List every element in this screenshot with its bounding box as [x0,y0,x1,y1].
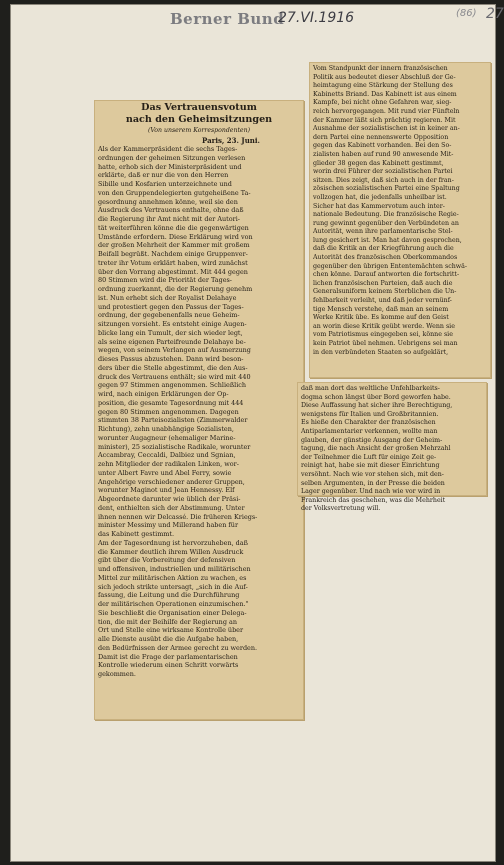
text-line: Kampfe, bei nicht ohne Gefahren war, sieg- [313,99,452,107]
article-body-left [98,145,300,679]
handwritten-page-number: 27 [486,6,504,22]
text-line: Ort und Stelle eine wirksame Kontrolle über [98,626,244,635]
text-line: sitzen. Dies zeigt, daß sich auch in der fran- [313,176,454,184]
text-line: die Regierung ihr Amt nicht mit der Autori- [98,215,240,223]
text-line: an worin diese Kritik geübt werde. Wenn sie [313,322,455,330]
text-line: glieder 38 gegen das Kabinett gestimmt, [313,159,444,167]
text-line: wenigstens für Italien und Großbritannien. [301,410,439,418]
text-line: 80 Stimmen wird die Priorität der Tages- [98,276,232,285]
text-line: der großen Mehrheit der Kammer mit großem [98,241,250,250]
text-line: Ausnahme der sozialistischen ist in keiner an- [313,125,460,133]
text-line: und protestiert gegen den Passus der Tages- [98,302,244,311]
text-line: ordnung, der gegebenenfalls neue Geheim- [98,311,240,320]
text-line: worunter Maginot und Jean Hennessy. Elf [98,486,235,495]
text-line: stimmten 38 Parteisozialisten (Zimmerwalder [98,416,248,425]
text-line: unter Albert Favre und Abel Ferry, sowie [98,468,232,477]
text-line: sich jedoch strikte untersagt, „sich in die Auf- [98,582,248,591]
text-line: Als der Kammerpräsident die sechs Tages- [98,145,238,153]
text-line: gegen das Kabinett vorhanden. Bei den So- [313,142,452,150]
text-line: ordnungen der geheimen Sitzungen verlesen [98,153,246,162]
text-line: ders über die Stelle abgestimmt, die den Aus- [98,363,248,372]
text-line: sitzungen vorsieht. Es entsteht einige Augen- [98,320,247,328]
text-line: Damit ist die Frage der parlamentarischen [98,652,238,661]
text-line: druck des Vertrauens enthält; sie wird mit 440 [98,372,251,381]
text-line: hatte, erhob sich der Ministerpräsident und [98,162,242,171]
text-line: Frankreich das geschehen, was die Mehrheit [301,496,446,504]
article-body-right-top [313,65,487,357]
text-line: zehn Mitglieder der radikalen Linken, wor- [98,460,239,468]
text-line: versöhnt. Nach wie vor stehen sich, mit den- [301,470,444,478]
text-line: zösischen sozialistischen Partei eine Spaltung [313,185,460,193]
text-line: tige Mensch verstehe, daß man an seinem [313,305,449,313]
text-line: reich hervorgegangen. Mit rund vier Fünfteln [313,107,460,115]
text-line: der militärischen Operationen einzumischen." [98,600,249,608]
text-line: ordnung zuerkannt, die der Regierung genehm [98,285,253,293]
text-line: gesordnung annehmen könne, weil sie den [98,197,238,206]
text-line: gegen 97 Stimmen angenommen. Schließlich [98,381,247,390]
text-line: Vom Standpunkt der innern französischen [313,65,448,72]
text-line: daß man dort das weltliche Unfehlbarkeits- [301,385,440,392]
text-line: Werke Kritik übe. Es komme auf den Geist [313,314,449,322]
article-byline: (Von unserem Korrespondenten) [147,127,250,134]
text-line: blicke lang ein Tumult, der sich wieder legt, [98,328,243,337]
text-line: Umstände erfordern. Diese Erklärung wird von [98,232,253,241]
text-line: ihnen nennen wir Delcassé. Die früheren Kriegs- [98,512,258,521]
text-line: den Bedürfnissen der Armee gerecht zu werden. [98,643,258,652]
text-line: erklärte, daß er nur die von den Herren [98,171,229,180]
article-headline [98,102,300,126]
handwritten-reference: (86) [456,8,477,19]
text-line: zialisten haben auf rund 90 anwesende Mit- [313,150,454,158]
article-clipping-right-bottom [297,382,487,513]
text-line: position, die gesamte Tagesordnung mit 444 [98,398,244,407]
text-line: Es hieße den Charakter der französischen [301,419,436,427]
text-line: der Volksvertretung will. [301,505,381,513]
text-line: heimtagung eine Stärkung der Stellung des [313,82,453,90]
text-line: Sibille und Kosfarien unterzeichnete und [98,180,232,188]
text-line: dieses Passus abzustehen. Dann wird beson- [98,355,244,363]
text-line: Accambray, Ceccaldi, Dalbiez und Sgnian, [98,451,236,460]
text-line: über den Vorrang abgestimmt. Mit 444 gegen [98,267,248,276]
text-line: nationale Bedeutung. Die französische Regie- [313,211,459,219]
text-line: gegenüber den übrigen Ententemächten schwä- [313,262,468,270]
text-line: von den Gruppendelegierten gutgeheißene Ta- [98,188,251,197]
text-line: dent, enthielten sich der Abstimmung. Unter [98,503,245,512]
text-line: worunter Augagneur (ehemaliger Marine- [98,433,236,442]
text-line: minister Messimy und Millerand haben für [98,521,239,530]
article-clipping-left [94,100,304,720]
newspaper-masthead: Berner Bund [170,10,285,28]
text-line: selben Argumenten, in der Presse die beiden [301,479,445,487]
text-line: lung gesichert ist. Man hat davon gesprochen, [313,236,462,244]
text-line: wegen, von seinem Verlangen auf Ausmerzung [98,346,251,355]
text-line: Sicher hat das Kammervotum auch inter- [313,202,445,210]
text-line: vom Patriotismus eingegeben sei, könne sie [313,331,453,339]
article-body-right-bottom [301,385,483,514]
text-line: Angehörige verschiedener anderer Gruppen, [98,477,245,486]
text-line: Generalsuniform keinem Sterblichen die Un- [313,288,457,296]
text-line: fehlbarkeit verleiht, und daß jeder vernünf- [313,297,452,305]
text-line: fassung, die Leitung und die Durchführung [98,591,240,600]
text-line: Beifall begrüßt. Nachdem einige Gruppenver- [98,250,248,258]
text-line: lichen französischen Parteien, daß auch die [313,279,453,287]
text-line: reinigt hat, habe sie mit dieser Einrichtung [301,462,440,470]
text-line: das Kabinett gestimmt. [98,530,175,538]
headline-line: nach den Geheimsitzungen [125,114,273,125]
text-line: gibt über die Vorbereitung der defensiven [98,556,236,565]
text-line: wird, nach einigen Erklärungen der Op- [98,390,229,398]
text-line: treter ihr Votum erklärt haben, wird zunächst [98,258,248,267]
text-line: minister), 25 sozialistische Radikale, worunter [98,442,251,451]
text-line: tagung, die nach Ansicht der großen Mehrzahl [301,445,451,453]
text-line: und offensiven, industriellen und militärischen [98,565,251,573]
text-line: die Kammer deutlich ihrem Willen Ausdruck [98,547,244,556]
text-line: chen könne. Darauf antworten die fortschritt- [313,271,460,279]
text-line: dern Partei eine nennenswerte Opposition [313,133,449,141]
text-line: Mittel zur militärischen Aktion zu wachen, es [98,573,247,582]
handwritten-date: 27.VI.1916 [278,10,355,26]
text-line: daß die Kritik an der Kriegführung auch die [313,245,454,253]
text-line: gekommen. [98,670,136,678]
text-line: tät weiterführen könne die die gegenwärtigen [98,223,249,232]
text-line: Kabinetts Briand. Das Kabinett ist aus einem [313,90,457,98]
text-line: alle Dienste ausübt die die Aufgabe haben, [98,635,239,643]
text-line: gegen 80 Stimmen angenommen. Dagegen [98,407,239,416]
text-line: Am der Tagesordnung ist hervorzuheben, daß [98,538,248,547]
text-line: ist. Nun erhebt sich der Royalist Delahaye [98,293,237,302]
text-line: rung gewinnt gegenüber den Verbündeten an [313,219,459,227]
text-line: Lager gegenüber. Und nach wie vor wird in [301,488,441,496]
archive-sheet [10,4,504,862]
text-line: kein Patriot übel nehmen. Uebrigens sei man [313,340,458,347]
text-line: Kontrolle wiederum einen Schritt vorwärts [98,661,239,670]
article-dateline: Paris, 23. Juni. [202,136,260,145]
article-clipping-right-top [309,62,491,378]
text-line: worin drei Führer der sozialistischen Partei [313,168,453,176]
text-line: der Teilnehmer die Luft für einige Zeit ge- [301,453,437,461]
text-line: Antiparlamentarier verkennen, wollte man [301,427,438,435]
text-line: tion, die mit der Beihilfe der Regierung an [98,617,237,626]
text-line: Sie beschließt die Organisation einer Delega- [98,608,247,617]
text-line: als seine eigenen Parteifreunde Delahaye be- [98,337,246,346]
text-line: Ausdruck des Vertrauens enthalte, ohne daß [98,206,244,215]
text-line: Abgeordnete darunter wie üblich der Präsi- [98,495,241,503]
text-line: der Kammer läßt sich prächtig regieren. Mit [313,116,456,124]
headline-line: Das Vertrauensvotum [141,102,257,113]
text-line: Diese Auffassung hat sicher ihre Berechtigung, [301,402,453,410]
text-line: in den verbündeten Staaten so aufgeklärt, [313,348,449,356]
text-line: Autorität des französischen Oberkommandos [313,254,458,262]
text-line: dogma schon längst über Bord geworfen habe. [301,393,451,401]
text-line: Richtung), zehn unabhängige Sozialisten, [98,425,234,433]
text-line: Politik aus bedeutet dieser Abschluß der Ge- [313,73,456,81]
text-line: glauben, der günstige Ausgang der Geheim- [301,436,443,444]
text-line: Autorität, wenn ihre parlamentarische Stel- [313,228,453,236]
text-line: vollzogen hat, die jedenfalls unheilbar ist. [313,193,447,201]
